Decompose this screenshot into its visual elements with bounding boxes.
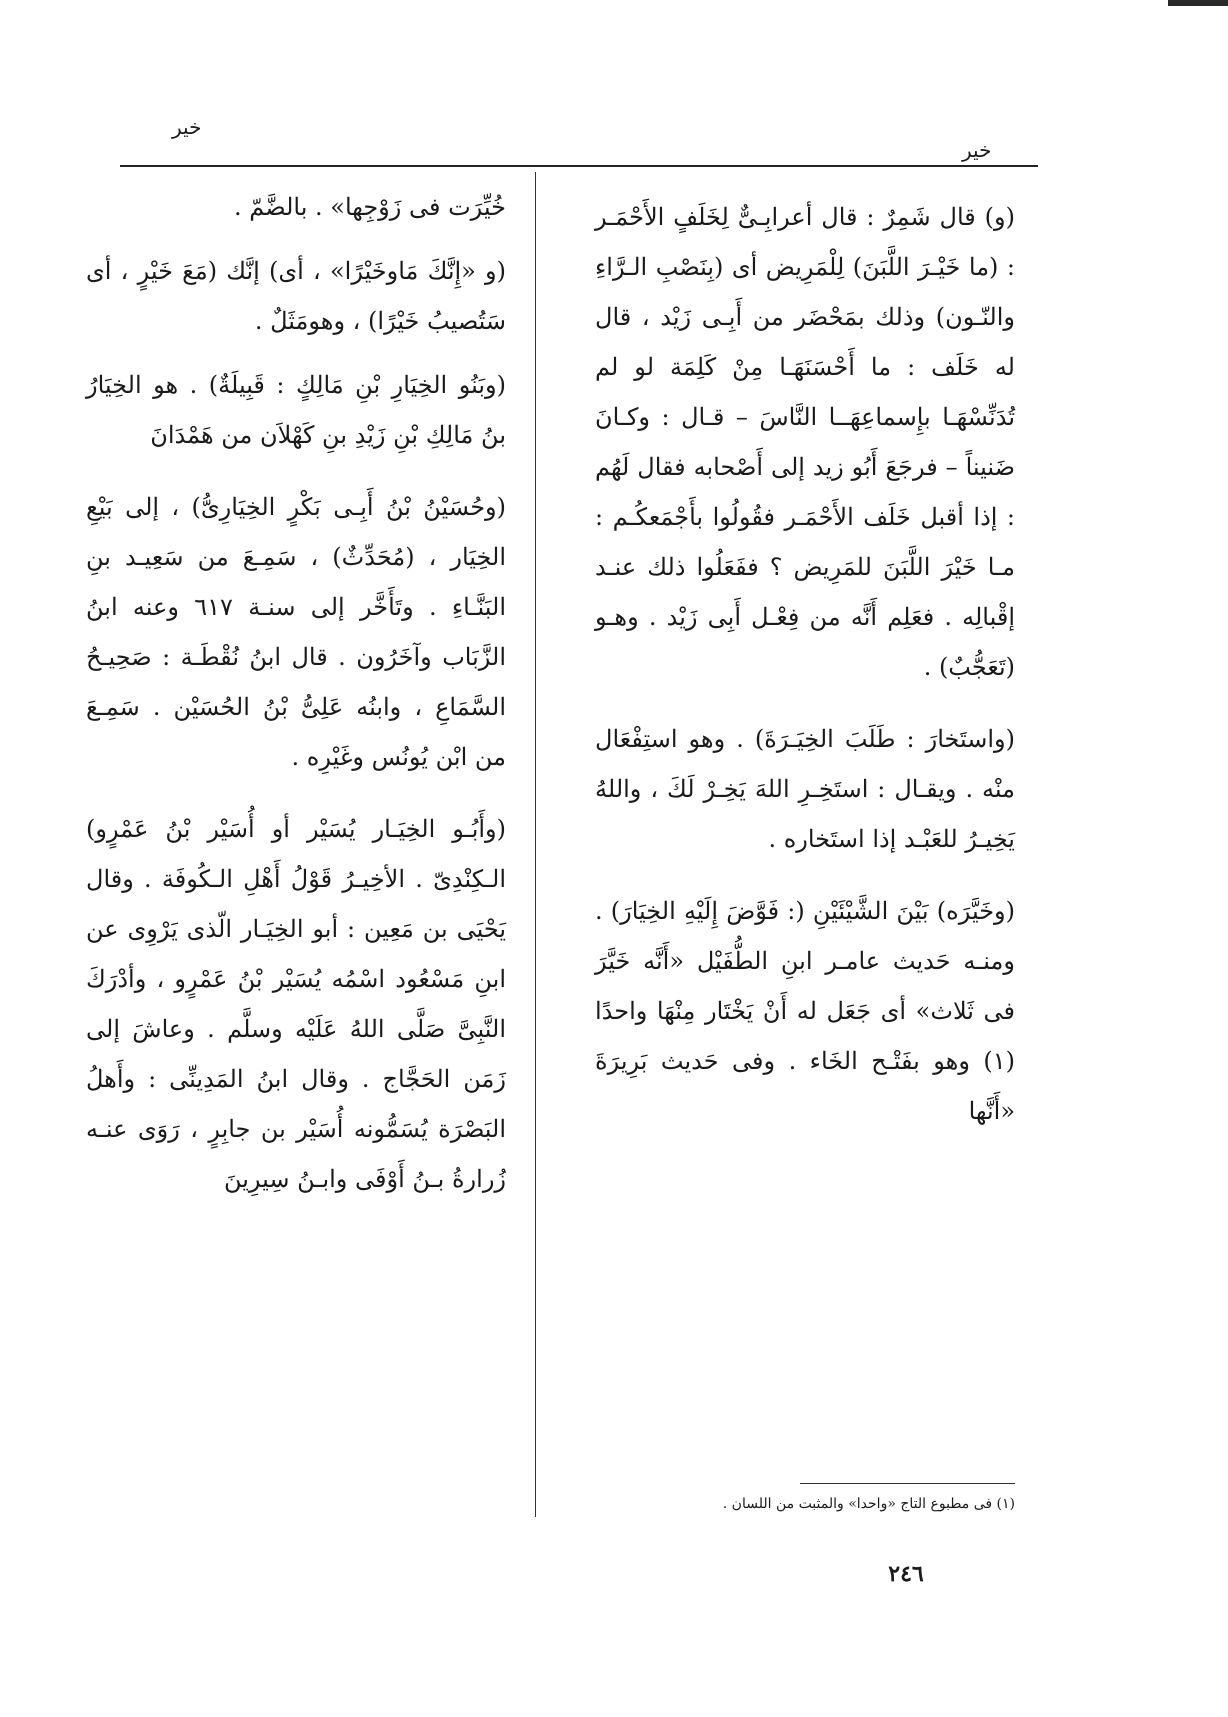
column-divider	[535, 172, 536, 1517]
footnote-rule	[800, 1483, 1015, 1484]
entry-paragraph: (و «إِنَّكَ مَاوخَيْرًا» ، أى) إنَّك (مَعَ خَيْرٍ ، أى سَتُصيبُ خَيْرًا) ، وهومَثَلٌ .	[86, 257, 506, 335]
entry-paragraph: (و) قال شَمِرٌ : قال أعرابِـىٌّ لِخَلَفٍ الأَحْمَـر : (ما خَيْـرَ اللَّبَنَ) لِلْمَرِيض أى (بِنَصْبِ الـرَّاءِ والنّـون) وذلك بمَحْضَر من أَبِـى زَيْد ، قال له خَلَف : ما أَحْسَنَهَـا مِنْ كَلِمَة لو لم تُدَنِّسْهَـا بإِسماعِهَــا النَّاسَ – قـال : وكـانَ ضَنيناً – فرجَعَ أَبُو زيد إلى أَصْحابه فقال لَهُم : إذا أقبل خَلَف الأَحْمَـر فقُولُوا بأَجْمَعكُـم : مـا خَيْرَ اللَّبَنَ للمَرِيض ؟ ففَعَلُوا ذلك عنـد إقْبالِه . فعَلِم أَنَّه من فِعْـل أَبِى زَيْد . وهـو (تَعَجُّبٌ) .	[595, 203, 1015, 681]
corner-mark	[1168, 0, 1228, 6]
header-rule	[120, 165, 1038, 167]
entry-paragraph: (وحُسَيْنُ بْنُ أَبِـى بَكْرٍ الخِيَارِىُّ) ، إلى بَيْعِ الخِيَار ، (مُحَدِّثٌ) ، سَمِـعَ من سَعِيـد بنِ البَنَّـاءِ . وتَأَخَّر إلى سنـة ٦١٧ وعنه ابنُ الزَّبَاب وآخَرُون . قال ابنُ نُقْطَـة : صَحِيـحُ السَّمَاعِ ، وابنُه عَلِىُّ بْنُ الحُسَيْن . سَمِـعَ من ابْن يُونُس وغَيْرِه .	[86, 493, 506, 771]
right-column	[595, 192, 1015, 1150]
entry-paragraph: (وخَيَّرَه) بَيْنَ الشَّيْئَيْنِ (: فَوَّضَ إِلَيْهِ الخِيَارَ) . ومنـه حَديث عامـر ابنِ الطُّفَيْل «أَنَّه خَيَّرَ فى ثَلاث» أى جَعَل له أَنْ يَخْتَار مِنْهَا واحدًا (١) وهو بفَتْـح الخَاء . وفى حَديث بَرِيرَةَ «أَنَّها	[595, 897, 1016, 1125]
entry-paragraph: (واستَخارَ : طَلَبَ الخِيَـرَةَ) . وهو استِفْعَال منْه . ويقـال : استَخِـرِ اللهَ يَخِـرْ لَكَ ، واللهُ يَخِيـرُ للعَبْـد إذا استَخاره .	[595, 725, 1015, 853]
entry-paragraph: (وأَبُـو الخِيَـار يُسَيْر أو أُسَيْر بْنُ عَمْرٍو) الـكِنْدِىّ . الأخِيـرُ قَوْلُ أَهْلِ الـكُوفَة . وقال يَحْيَى بن مَعِين : أبو الخِيَـار الّذى يَرْوِى عن ابنِ مَسْعُود اسْمُه يُسَيْر بْنُ عَمْرٍو ، وأدْرَكَ النَّبِىَّ صَلَّى اللهُ عَلَيْه وسلَّم . وعاشَ إلى زَمَن الحَجَّاج . وقال ابنُ المَدِينِّى : وأَهلُ البَصْرَة يُسَمُّونه أُسَيْر بن جابِرٍ ، رَوَى عنـه زُرارةُ بـنُ أَوْفَى وابـنُ سِيرِينَ	[86, 815, 506, 1193]
left-column	[86, 182, 506, 1218]
running-header-left: خير	[172, 115, 202, 139]
page-number: ٢٤٦	[888, 1561, 924, 1587]
entry-paragraph: خُيِّرَت فى زَوْجِها» . بالضَّمّ .	[234, 193, 506, 221]
entry-paragraph: (وبَنُو الخِيَارِ بْنِ مَالِكٍ : قَبِيلَةٌ) . هو الخِيَارُ بنُ مَالِكِ بْنِ زَيْدِ بنِ كَهْلاَن من هَمْدَانَ	[86, 371, 506, 449]
footnote: (١) فى مطبوع التاج «واحدا» والمثبت من اللسان .	[722, 1496, 1015, 1512]
running-header-right: خير	[962, 138, 992, 162]
